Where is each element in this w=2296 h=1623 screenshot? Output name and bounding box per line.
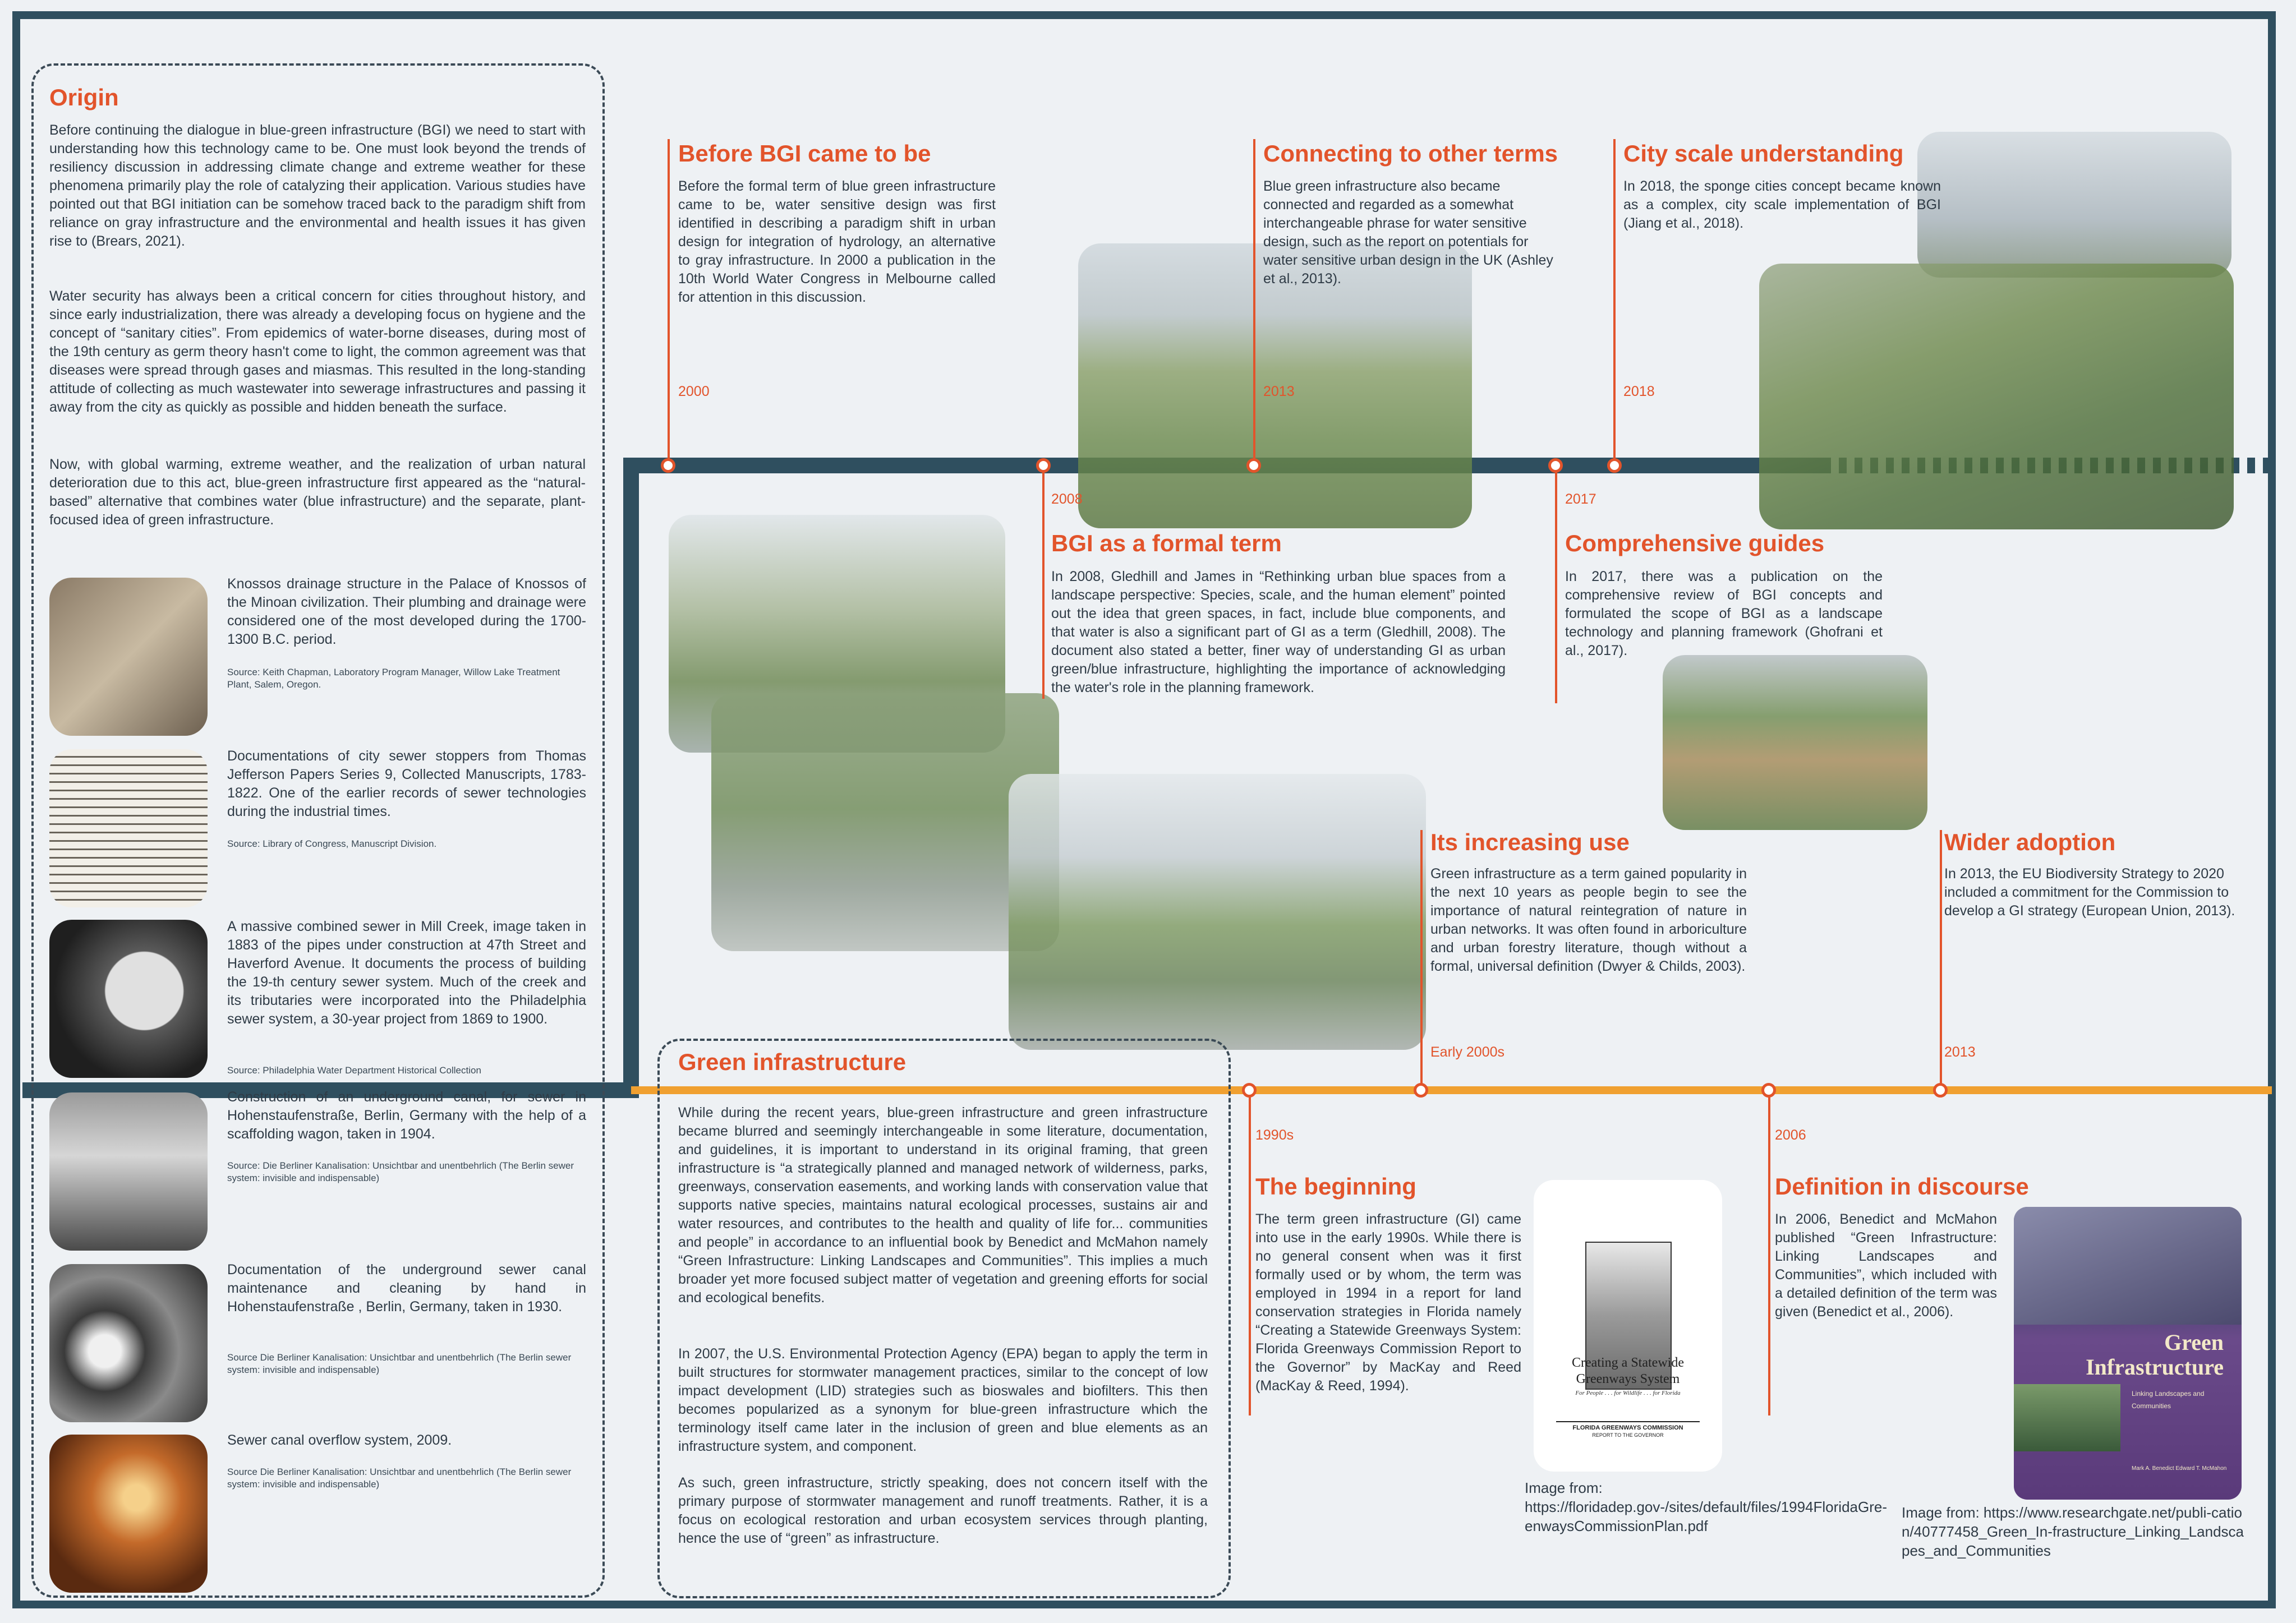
book-cover-title-line-2: Infrastructure	[2086, 1354, 2224, 1380]
origin-paragraph-2: Water security has always been a critical concern for cities throughout history, and since early industrialization, there was already a developing focus on hygiene and the concept of “sanitary cities”. From epidemics of water-borne diseases, during most of the 19th century as germ theory hasn't come to light, the common agreement was that diseases were spread through gases and miasmas. This resulted in the long-standing attitude of collecting as much wastewater into sewerage infrastructures and passing it away from the city as quickly as possible and hidden beneath the surface.	[49, 288, 586, 415]
origin-item-6-text: Sewer canal overflow system, 2009.	[227, 1432, 452, 1448]
dot-2000	[661, 458, 675, 473]
origin-paragraph-3: Now, with global warming, extreme weather, and the realization of urban natural deterioration due to this act, blue-green infrastructure first appeared as the “natural-based” alternative that combines water (blue infrastructure) and the separate, plant-focused idea of green infrastructure.	[49, 457, 586, 528]
book-cover-tree-image	[2014, 1207, 2242, 1325]
wider-adoption-text: In 2013, the EU Biodiversity Strategy to 2020 included a commitment for the Commission to develop a GI strategy (European Union, 2013).	[1944, 866, 2235, 919]
dot-2013-green	[1933, 1083, 1948, 1098]
origin-item-1-source: Source: Keith Chapman, Laboratory Program Manager, Willow Lake Treatment Plant, Salem, Oregon.	[227, 667, 560, 690]
beginning-title: The beginning	[1255, 1173, 1416, 1200]
book-cover-photo-strip	[2014, 1384, 2120, 1451]
florida-cover-commission: FLORIDA GREENWAYS COMMISSION	[1556, 1421, 1700, 1431]
dot-2008	[1036, 458, 1051, 473]
formal-term-title: BGI as a formal term	[1051, 530, 1282, 556]
connecting-terms-title: Connecting to other terms	[1263, 140, 1558, 167]
marker-line-2013-blue	[1253, 139, 1255, 463]
dot-2018	[1607, 458, 1622, 473]
year-2018: 2018	[1623, 384, 1655, 399]
origin-item-3-source: Source: Philadelphia Water Department Historical Collection	[227, 1065, 481, 1076]
florida-report-cover	[1534, 1180, 1722, 1472]
dot-1990s	[1242, 1083, 1257, 1098]
photo-wetland-park	[1663, 655, 1927, 830]
year-2013-blue: 2013	[1263, 384, 1295, 399]
increasing-use-title: Its increasing use	[1430, 829, 1630, 855]
origin-item-2-source: Source: Library of Congress, Manuscript Division.	[227, 838, 437, 849]
origin-paragraph-1: Before continuing the dialogue in blue-green infrastructure (BGI) we need to start with understanding how this technology came to be. One must look beyond the trends of resiliency discussion in addressing climate change and extreme weather for these phenomena primarily play the role of catalyzing their application. Various studies have pointed out that BGI initiation can be somehow traced back to the paradigm shift from reliance on gray infrastructure and the environmental and health issues it has given rise to (Brears, 2021).	[49, 122, 586, 249]
origin-title: Origin	[49, 84, 119, 110]
green-infrastructure-paragraph-2: In 2007, the U.S. Environmental Protection Agency (EPA) began to apply the term in built structures for stormwater management practices, similar to the concept of low impact development (LID) strategies such as bioswales and biofilters. This then becomes popularized as a synonym for blue-green infrastructure which the terminology itself came later in the inclusion of green and blue elements as an infrastructure system, and component.	[678, 1346, 1208, 1454]
year-2008: 2008	[1051, 491, 1083, 507]
origin-item-6-source: Source Die Berliner Kanalisation: Unsichtbar and unentbehrlich (The Berlin sewer system: invisible and indispensable)	[227, 1467, 572, 1490]
dot-2006	[1761, 1083, 1776, 1098]
photo-city-wetland-top	[1917, 132, 2231, 278]
year-2017: 2017	[1565, 491, 1596, 507]
before-bgi-text: Before the formal term of blue green infrastructure came to be, water sensitive design was first identified in describing a paradigm shift in urban design for integration of hydrology, an alternative to gray infrastructure. In 2000 a publication in the 10th World Water Congress in Melbourne called for attention in this discussion.	[678, 178, 996, 305]
origin-item-3-text: A massive combined sewer in Mill Creek, image taken in 1883 of the pipes under construction at 47th Street and Haverford Avenue. It documents the process of building the 19-th century sewer system. Much of the creek and its tributaries were incorporated into the Philadelphia sewer system, a 30-year project from 1869 to 1900.	[227, 919, 586, 1027]
origin-item-4-source: Source: Die Berliner Kanalisation: Unsichtbar and unentbehrlich (The Berlin sewer system: invisible and indispensable)	[227, 1160, 574, 1183]
thumb-sewer-overflow-2009	[49, 1435, 208, 1593]
thumb-jefferson-manuscript	[49, 749, 208, 907]
book-cover-subtitle: Linking Landscapes and Communities	[2132, 1390, 2205, 1410]
green-infrastructure-title: Green infrastructure	[678, 1049, 907, 1075]
origin-item-4-text: Construction of an underground canal, for sewer in Hohenstaufenstraße, Berlin, Germany with the help of a scaffolding wagon, taken in 1904.	[227, 1089, 586, 1142]
photo-urban-creek	[1009, 774, 1426, 1050]
green-infrastructure-book-cover	[2014, 1207, 2242, 1500]
comprehensive-guides-title: Comprehensive guides	[1565, 530, 1825, 556]
photo-city-wetland	[1759, 264, 2234, 529]
city-scale-text: In 2018, the sponge cities concept became known as a complex, city scale implementation of BGI (Jiang et al., 2018).	[1623, 178, 1941, 231]
increasing-use-text: Green infrastructure as a term gained popularity in the next 10 years as people begin to see the importance of natural reintegration of nature in urban networks. It was often found in arboriculture and urban forestry literature, though without a formal, universal definition (Dwyer & Childs, 2003).	[1430, 866, 1747, 974]
florida-cover-report: REPORT TO THE GOVERNOR	[1592, 1432, 1664, 1438]
book-cover-title-line-1: Green	[2164, 1330, 2224, 1355]
florida-cover-tagline: For People . . . for Wildlife . . . for Florida	[1575, 1390, 1681, 1396]
marker-line-early-2000s	[1420, 830, 1423, 1090]
year-2013-green: 2013	[1944, 1044, 1976, 1060]
wider-adoption-title: Wider adoption	[1944, 829, 2116, 855]
marker-line-2017	[1555, 468, 1557, 703]
dot-early-2000s	[1414, 1083, 1428, 1098]
origin-item-1-text: Knossos drainage structure in the Palace of Knossos of the Minoan civilization. Their plumbing and drainage were considered one of the most developed during the 1700-1300 B.C. period.	[227, 576, 586, 647]
beginning-text: The term green infrastructure (GI) came into use in the early 1990s. While there is no general consent when was it first formally used or by whom, the term was employed in 1994 in a report for land conservation strategies in Florida namely “Creating a Statewide Greenways System: Florida Greenways Commission Report to the Governor” by MacKay and Reed (MacKay & Reed, 1994).	[1255, 1211, 1521, 1394]
formal-term-text: In 2008, Gledhill and James in “Rethinking urban blue spaces from a landscape perspective: Species, scale, and the human element” pointed out the idea that green spaces, in fact, include blue components, and that water is also a significant part of GI as a term (Gledhill, 2008). The document also stated a better, finer way of understanding GI as urban green/blue infrastructure, highlighting the importance of acknowledging the water's role in the planning framework.	[1051, 569, 1506, 695]
green-infrastructure-paragraph-3: As such, green infrastructure, strictly speaking, does not concern itself with the primary purpose of stormwater management and runoff treatments. Rather, it is a focus on ecological restoration and urban ecosystem services through planting, hence the use of “green” as infrastructure.	[678, 1475, 1208, 1546]
book-cover-authors: Mark A. Benedict Edward T. McMahon	[2132, 1465, 2227, 1472]
marker-line-2008	[1042, 468, 1045, 699]
connecting-terms-text: Blue green infrastructure also became connected and regarded as a somewhat interchangeable phrase for water sensitive design, such as the report on potentials for water sensitive urban design in the UK (Ashley et al., 2013).	[1263, 178, 1553, 287]
city-scale-title: City scale understanding	[1623, 140, 1904, 167]
origin-item-2-text: Documentations of city sewer stoppers from Thomas Jefferson Papers Series 9, Collected Manuscripts, 1783-1822. One of the earlier records of sewer technologies during the industrial times.	[227, 748, 586, 819]
year-1990s: 1990s	[1255, 1127, 1294, 1143]
year-2006: 2006	[1775, 1127, 1806, 1143]
marker-line-2006	[1768, 1090, 1770, 1415]
thumb-berlin-canal-construction	[49, 1092, 208, 1251]
thumb-berlin-canal-maintenance	[49, 1264, 208, 1422]
comprehensive-guides-text: In 2017, there was a publication on the comprehensive review of BGI concepts and formulated the scope of BGI as a landscape technology and planning framework (Ghofrani et al., 2017).	[1565, 569, 1883, 658]
florida-cover-title: Creating a Statewide Greenways System	[1572, 1355, 1684, 1386]
before-bgi-title: Before BGI came to be	[678, 140, 931, 167]
book-image-caption: Image from: https://www.researchgate.net/publi-cation/40777458_Green_In-frastructure_Linking_Landscapes_and_Communities	[1902, 1504, 2244, 1559]
green-infrastructure-paragraph-1: While during the recent years, blue-green infrastructure and green infrastructure became blurred and seemingly interchangeable in some literature, documentation, and guidelines, it is important to understand in its original framing, that green infrastructure is “a strategically planned and managed network of wilderness, parks, greenways, conservation easements, and working lands with conservation value that supports native species, maintains natural ecological processes, sustains air and water resources, and contributes to the health and quality of life for... communities and people” in accordance to an influential book by Benedict and McMahon namely “Green Infrastructure: Linking Landscapes and Communities”. This implies a much broader yet more focused subject matter of vegetation and greening efforts for social and ecological benefits.	[678, 1105, 1208, 1306]
marker-line-2013-green	[1940, 830, 1942, 1090]
year-2000: 2000	[678, 384, 710, 399]
dot-2017	[1548, 458, 1563, 473]
origin-item-5-text: Documentation of the underground sewer canal maintenance and cleaning by hand in Hohenstaufenstraße , Berlin, Germany, taken in 1930.	[227, 1262, 586, 1315]
photo-rain-garden	[711, 693, 1059, 951]
definition-discourse-text: In 2006, Benedict and McMahon published “Green Infrastructure: Linking Landscapes and Communities”, which included with a detailed definition of the term was given (Benedict et al., 2006).	[1775, 1211, 1997, 1320]
marker-line-2000	[668, 139, 670, 463]
thumb-knossos-drainage	[49, 578, 208, 736]
thumb-mill-creek-sewer	[49, 920, 208, 1078]
year-early-2000s: Early 2000s	[1430, 1044, 1505, 1060]
definition-discourse-title: Definition in discourse	[1775, 1173, 2029, 1200]
dot-2013-blue	[1246, 458, 1261, 473]
origin-item-5-source: Source Die Berliner Kanalisation: Unsichtbar and unentbehrlich (The Berlin sewer system: invisible and indispensable)	[227, 1352, 572, 1375]
florida-image-caption: Image from: https://floridadep.gov-/sites/default/files/1994FloridaGre-enwaysCommissionPlan.pdf	[1525, 1479, 1888, 1534]
marker-line-2018	[1613, 139, 1616, 463]
marker-line-1990s	[1249, 1090, 1251, 1415]
